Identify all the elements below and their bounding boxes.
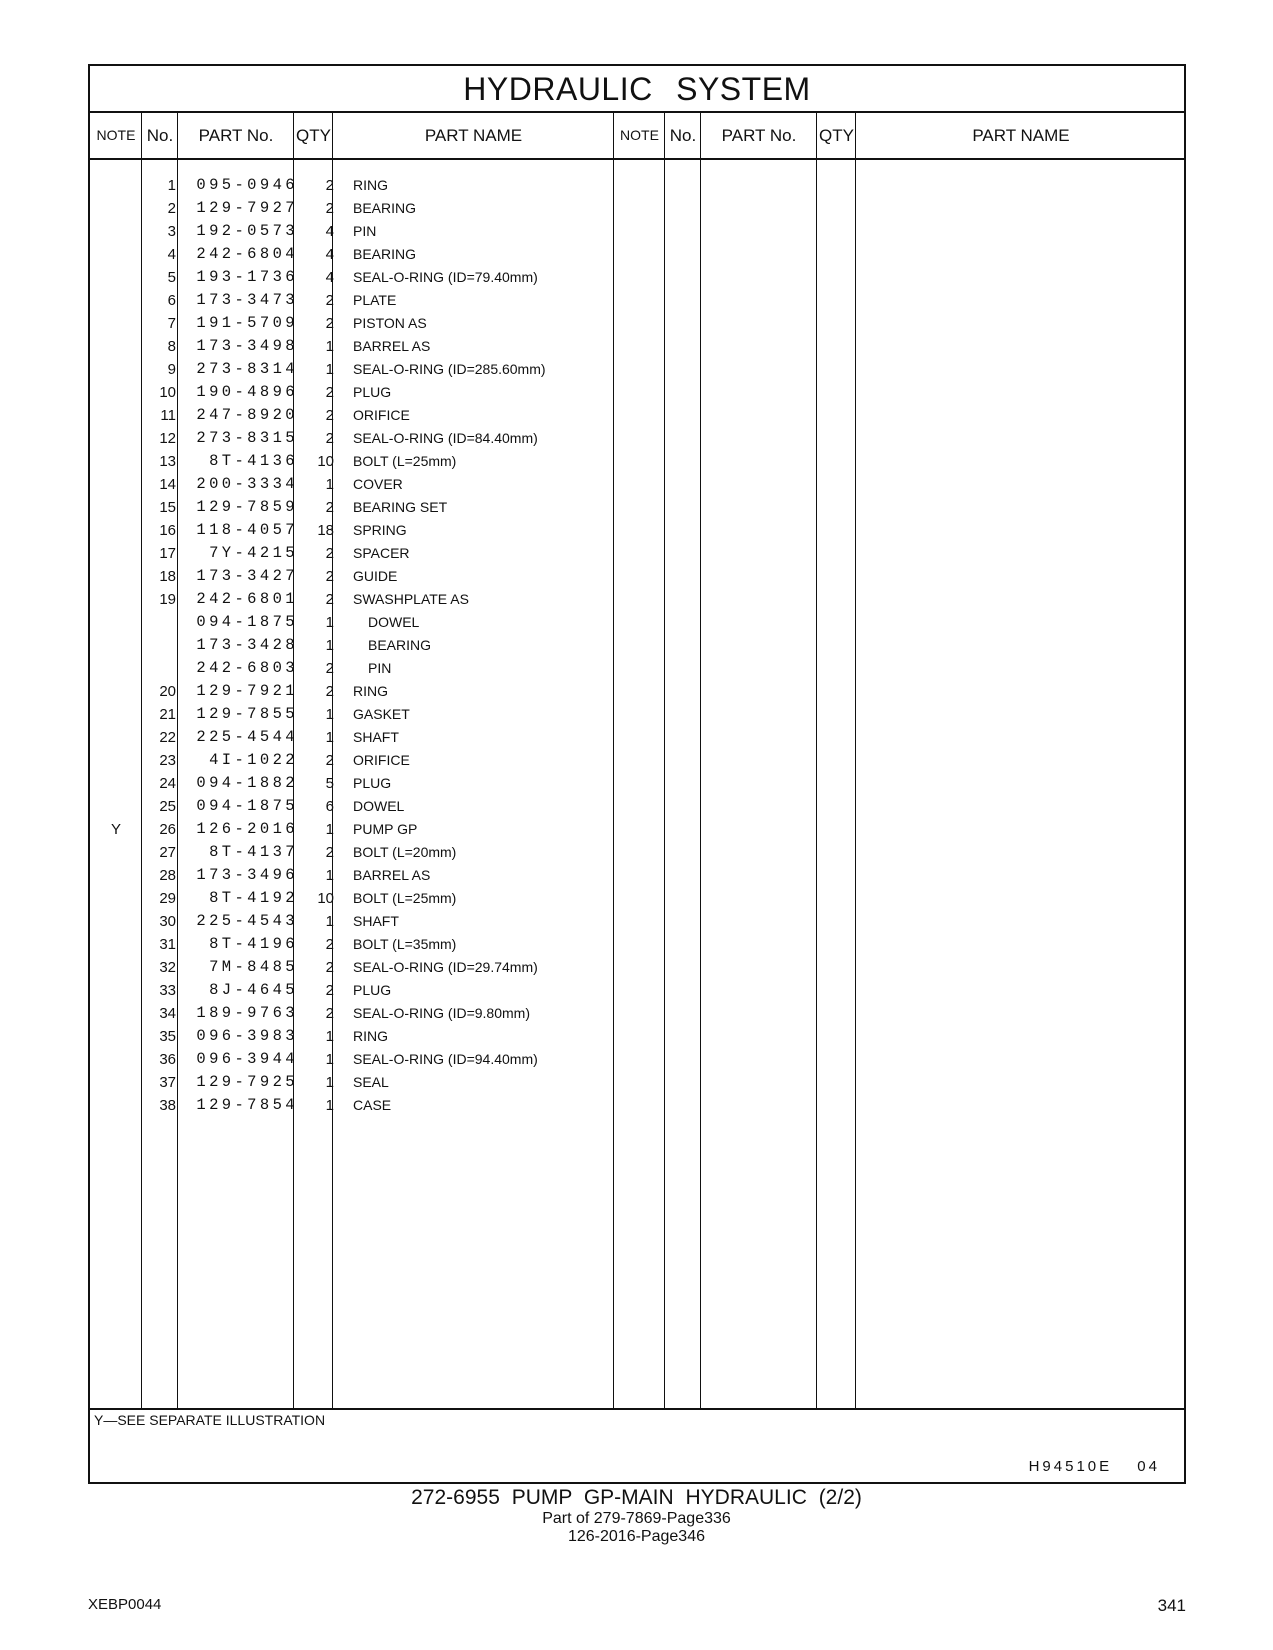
item-number-cell: 30 bbox=[159, 913, 176, 930]
part-number-cell: 242-6801 bbox=[196, 590, 298, 608]
quantity-cell: 2 bbox=[325, 430, 334, 447]
quantity-cell: 10 bbox=[317, 453, 334, 470]
header-part-no-2: PART No. bbox=[721, 126, 797, 145]
quantity-cell: 1 bbox=[325, 913, 334, 930]
item-number-cell: 17 bbox=[159, 545, 176, 562]
item-number-cell: 20 bbox=[159, 683, 176, 700]
item-number-cell: 2 bbox=[167, 200, 176, 217]
note-cell: Y bbox=[110, 821, 121, 838]
part-name-cell: COVER bbox=[353, 476, 403, 492]
quantity-cell: 2 bbox=[325, 844, 334, 861]
part-number-cell: 8J-4645 bbox=[209, 981, 298, 999]
item-number-cell: 36 bbox=[159, 1051, 176, 1068]
quantity-cell: 1 bbox=[325, 614, 334, 631]
table-row bbox=[90, 979, 1184, 1002]
part-number-cell: 173-3496 bbox=[196, 866, 298, 884]
quantity-cell: 5 bbox=[325, 775, 334, 792]
part-number-cell: 7M-8485 bbox=[209, 958, 298, 976]
quantity-cell: 1 bbox=[325, 361, 334, 378]
part-number-cell: 242-6803 bbox=[196, 659, 298, 677]
header-part-name: PART NAME bbox=[424, 126, 523, 145]
table-row bbox=[90, 726, 1184, 749]
table-row bbox=[90, 358, 1184, 381]
part-name-cell: ORIFICE bbox=[353, 407, 410, 423]
part-number-cell: 095-0946 bbox=[196, 176, 298, 194]
table-row bbox=[90, 818, 1184, 841]
part-name-cell: RING bbox=[353, 177, 388, 193]
quantity-cell: 2 bbox=[325, 1005, 334, 1022]
quantity-cell: 2 bbox=[325, 315, 334, 332]
table-row bbox=[90, 565, 1184, 588]
table-row bbox=[90, 1048, 1184, 1071]
quantity-cell: 2 bbox=[325, 660, 334, 677]
table-bottom-rule bbox=[90, 1408, 1184, 1410]
table-row bbox=[90, 772, 1184, 795]
item-number-cell: 9 bbox=[167, 361, 176, 378]
part-name-cell: BOLT (L=20mm) bbox=[353, 844, 457, 860]
item-number-cell: 23 bbox=[159, 752, 176, 769]
page-caption bbox=[0, 1486, 1273, 1546]
table-row bbox=[90, 220, 1184, 243]
table-row bbox=[90, 542, 1184, 565]
parts-list bbox=[90, 174, 1184, 1117]
part-name-cell: SEAL-O-RING (ID=285.60mm) bbox=[353, 361, 546, 377]
part-number-cell: 8T-4192 bbox=[209, 889, 298, 907]
quantity-cell: 2 bbox=[325, 177, 334, 194]
quantity-cell: 2 bbox=[325, 545, 334, 562]
table-row bbox=[90, 1071, 1184, 1094]
item-number-cell: 11 bbox=[160, 407, 176, 424]
part-number-cell: 173-3473 bbox=[196, 291, 298, 309]
item-number-cell: 32 bbox=[159, 959, 176, 976]
part-number-cell: 225-4543 bbox=[196, 912, 298, 930]
item-number-cell: 4 bbox=[167, 246, 176, 263]
part-name-cell: BARREL AS bbox=[353, 867, 431, 883]
part-number-cell: 189-9763 bbox=[196, 1004, 298, 1022]
header-part-name-2: PART NAME bbox=[972, 126, 1070, 145]
part-name-cell: SPRING bbox=[353, 522, 407, 538]
quantity-cell: 1 bbox=[325, 1028, 334, 1045]
part-name-cell: CASE bbox=[353, 1097, 392, 1113]
part-name-cell: SEAL-O-RING (ID=9.80mm) bbox=[353, 1005, 530, 1021]
item-number-cell: 28 bbox=[159, 867, 176, 884]
part-number-cell: 200-3334 bbox=[196, 475, 298, 493]
part-name-cell: BEARING SET bbox=[353, 499, 448, 515]
table-row bbox=[90, 703, 1184, 726]
caption-title: 272-6955 PUMP GP-MAIN HYDRAULIC (2/2) bbox=[411, 1486, 862, 1509]
item-number-cell: 35 bbox=[159, 1028, 176, 1045]
quantity-cell: 2 bbox=[325, 591, 334, 608]
part-number-cell: 247-8920 bbox=[196, 406, 298, 424]
header-part-no: PART No. bbox=[198, 126, 274, 145]
quantity-cell: 1 bbox=[325, 637, 334, 654]
part-name-cell: PLUG bbox=[353, 775, 392, 791]
part-name-cell: PISTON AS bbox=[353, 315, 427, 331]
item-number-cell: 29 bbox=[159, 890, 176, 907]
table-row bbox=[90, 174, 1184, 197]
table-row bbox=[90, 335, 1184, 358]
document-id: XEBP0044 bbox=[88, 1596, 162, 1613]
part-name-cell: SEAL-O-RING (ID=84.40mm) bbox=[353, 430, 538, 446]
part-name-cell: BOLT (L=25mm) bbox=[353, 890, 457, 906]
part-name-cell: SEAL bbox=[353, 1074, 389, 1090]
item-number-cell: 12 bbox=[159, 430, 176, 447]
table-row bbox=[90, 657, 1184, 680]
table-row bbox=[90, 473, 1184, 496]
quantity-cell: 1 bbox=[325, 867, 334, 884]
table-row bbox=[90, 1002, 1184, 1025]
table-row bbox=[90, 519, 1184, 542]
part-name-cell: BEARING bbox=[353, 200, 417, 216]
table-row bbox=[90, 427, 1184, 450]
part-name-cell: SPACER bbox=[353, 545, 410, 561]
part-number-cell: 096-3983 bbox=[196, 1027, 298, 1045]
item-number-cell: 24 bbox=[159, 775, 176, 792]
part-name-cell: RING bbox=[353, 1028, 388, 1044]
part-name-cell: PIN bbox=[353, 223, 377, 239]
table-row bbox=[90, 956, 1184, 979]
item-number-cell: 15 bbox=[159, 499, 176, 516]
section-title: HYDRAULIC SYSTEM bbox=[90, 66, 1184, 113]
quantity-cell: 2 bbox=[325, 959, 334, 976]
part-name-cell: BEARING bbox=[353, 246, 417, 262]
part-name-cell: DOWEL bbox=[368, 614, 420, 630]
quantity-cell: 2 bbox=[325, 200, 334, 217]
table-row bbox=[90, 243, 1184, 266]
part-name-cell: BOLT (L=25mm) bbox=[353, 453, 457, 469]
table-row bbox=[90, 1094, 1184, 1117]
item-number-cell: 1 bbox=[167, 177, 176, 194]
item-number-cell: 3 bbox=[167, 223, 176, 240]
item-number-cell: 8 bbox=[167, 338, 176, 355]
quantity-cell: 2 bbox=[325, 407, 334, 424]
part-number-cell: 129-7921 bbox=[196, 682, 298, 700]
part-number-cell: 8T-4137 bbox=[209, 843, 298, 861]
table-row bbox=[90, 312, 1184, 335]
table-row bbox=[90, 450, 1184, 473]
part-name-cell: PLATE bbox=[353, 292, 397, 308]
quantity-cell: 1 bbox=[325, 729, 334, 746]
part-number-cell: 273-8314 bbox=[196, 360, 298, 378]
part-name-cell: GUIDE bbox=[353, 568, 398, 584]
table-row bbox=[90, 795, 1184, 818]
quantity-cell: 2 bbox=[325, 568, 334, 585]
item-number-cell: 19 bbox=[159, 591, 176, 608]
item-number-cell: 5 bbox=[167, 269, 176, 286]
item-number-cell: 22 bbox=[159, 729, 176, 746]
part-name-cell: BEARING bbox=[368, 637, 432, 653]
part-number-cell: 190-4896 bbox=[196, 383, 298, 401]
item-number-cell: 27 bbox=[159, 844, 176, 861]
part-name-cell: RING bbox=[353, 683, 388, 699]
quantity-cell: 10 bbox=[317, 890, 334, 907]
item-number-cell: 21 bbox=[159, 706, 176, 723]
header-note: NOTE bbox=[96, 127, 136, 143]
table-row bbox=[90, 749, 1184, 772]
quantity-cell: 2 bbox=[325, 384, 334, 401]
part-name-cell: SHAFT bbox=[353, 913, 399, 929]
item-number-cell: 10 bbox=[159, 384, 176, 401]
part-number-cell: 129-7855 bbox=[196, 705, 298, 723]
caption-reference-1: Part of 279-7869-Page336 bbox=[542, 1510, 731, 1527]
table-row bbox=[90, 933, 1184, 956]
quantity-cell: 4 bbox=[325, 223, 334, 240]
quantity-cell: 1 bbox=[325, 1074, 334, 1091]
header-no: No. bbox=[146, 126, 174, 145]
table-row bbox=[90, 1025, 1184, 1048]
table-row bbox=[90, 680, 1184, 703]
item-number-cell: 7 bbox=[167, 315, 176, 332]
item-number-cell: 31 bbox=[159, 936, 176, 953]
part-name-cell: SEAL-O-RING (ID=79.40mm) bbox=[353, 269, 538, 285]
part-number-cell: 225-4544 bbox=[196, 728, 298, 746]
part-name-cell: DOWEL bbox=[353, 798, 405, 814]
part-number-cell: 096-3944 bbox=[196, 1050, 298, 1068]
table-row bbox=[90, 887, 1184, 910]
table-row bbox=[90, 496, 1184, 519]
part-number-cell: 193-1736 bbox=[196, 268, 298, 286]
table-row bbox=[90, 611, 1184, 634]
part-number-cell: 129-7927 bbox=[196, 199, 298, 217]
part-name-cell: PLUG bbox=[353, 982, 392, 998]
table-row bbox=[90, 910, 1184, 933]
quantity-cell: 1 bbox=[325, 706, 334, 723]
item-number-cell: 13 bbox=[159, 453, 176, 470]
part-name-cell: BOLT (L=35mm) bbox=[353, 936, 457, 952]
part-number-cell: 129-7925 bbox=[196, 1073, 298, 1091]
part-number-cell: 273-8315 bbox=[196, 429, 298, 447]
part-number-cell: 118-4057 bbox=[196, 521, 298, 539]
quantity-cell: 18 bbox=[317, 522, 334, 539]
quantity-cell: 1 bbox=[325, 1051, 334, 1068]
part-number-cell: 173-3428 bbox=[196, 636, 298, 654]
part-number-cell: 126-2016 bbox=[196, 820, 298, 838]
item-number-cell: 26 bbox=[159, 821, 176, 838]
table-row bbox=[90, 841, 1184, 864]
quantity-cell: 2 bbox=[325, 499, 334, 516]
item-number-cell: 6 bbox=[167, 292, 176, 309]
part-name-cell: PUMP GP bbox=[353, 821, 418, 837]
part-number-cell: 094-1875 bbox=[196, 797, 298, 815]
quantity-cell: 1 bbox=[325, 821, 334, 838]
quantity-cell: 2 bbox=[325, 683, 334, 700]
quantity-cell: 2 bbox=[325, 982, 334, 999]
quantity-cell: 2 bbox=[325, 936, 334, 953]
table-row bbox=[90, 634, 1184, 657]
parts-table-frame bbox=[88, 64, 1186, 1484]
header-qty: QTY bbox=[296, 126, 331, 145]
quantity-cell: 4 bbox=[325, 269, 334, 286]
quantity-cell: 4 bbox=[325, 246, 334, 263]
item-number-cell: 14 bbox=[159, 476, 176, 493]
part-number-cell: 173-3498 bbox=[196, 337, 298, 355]
quantity-cell: 1 bbox=[325, 476, 334, 493]
table-row bbox=[90, 197, 1184, 220]
part-name-cell: BARREL AS bbox=[353, 338, 431, 354]
part-number-cell: 129-7859 bbox=[196, 498, 298, 516]
item-number-cell: 16 bbox=[159, 522, 176, 539]
part-name-cell: SHAFT bbox=[353, 729, 399, 745]
page-number: 341 bbox=[1157, 1596, 1186, 1615]
header-no-2: No. bbox=[669, 126, 697, 145]
part-number-cell: 191-5709 bbox=[196, 314, 298, 332]
part-number-cell: 173-3427 bbox=[196, 567, 298, 585]
table-header-row bbox=[90, 113, 1184, 160]
table-row bbox=[90, 864, 1184, 887]
part-number-cell: 094-1875 bbox=[196, 613, 298, 631]
item-number-cell: 38 bbox=[159, 1097, 176, 1114]
part-name-cell: ORIFICE bbox=[353, 752, 410, 768]
header-note-2: NOTE bbox=[620, 127, 659, 143]
quantity-cell: 2 bbox=[325, 752, 334, 769]
part-name-cell: GASKET bbox=[353, 706, 410, 722]
item-number-cell: 18 bbox=[159, 568, 176, 585]
item-number-cell: 33 bbox=[159, 982, 176, 999]
part-name-cell: SEAL-O-RING (ID=94.40mm) bbox=[353, 1051, 538, 1067]
part-number-cell: 4I-1022 bbox=[209, 751, 298, 769]
footnote: Y—SEE SEPARATE ILLUSTRATION bbox=[94, 1412, 326, 1428]
part-name-cell: PIN bbox=[368, 660, 392, 676]
part-number-cell: 7Y-4215 bbox=[209, 544, 298, 562]
part-number-cell: 129-7854 bbox=[196, 1096, 298, 1114]
drawing-code: H94510E 04 bbox=[1028, 1458, 1160, 1475]
item-number-cell: 25 bbox=[159, 798, 176, 815]
part-number-cell: 192-0573 bbox=[196, 222, 298, 240]
caption-reference-2: 126-2016-Page346 bbox=[567, 1528, 705, 1545]
part-number-cell: 8T-4196 bbox=[209, 935, 298, 953]
table-row bbox=[90, 289, 1184, 312]
part-name-cell: PLUG bbox=[353, 384, 392, 400]
quantity-cell: 2 bbox=[325, 292, 334, 309]
part-number-cell: 242-6804 bbox=[196, 245, 298, 263]
table-row bbox=[90, 588, 1184, 611]
table-row bbox=[90, 266, 1184, 289]
table-row bbox=[90, 404, 1184, 427]
quantity-cell: 6 bbox=[325, 798, 334, 815]
quantity-cell: 1 bbox=[325, 338, 334, 355]
part-number-cell: 8T-4136 bbox=[209, 452, 298, 470]
part-name-cell: SEAL-O-RING (ID=29.74mm) bbox=[353, 959, 538, 975]
item-number-cell: 34 bbox=[159, 1005, 176, 1022]
table-row bbox=[90, 381, 1184, 404]
quantity-cell: 1 bbox=[325, 1097, 334, 1114]
header-qty-2: QTY bbox=[819, 126, 854, 145]
part-number-cell: 094-1882 bbox=[196, 774, 298, 792]
item-number-cell: 37 bbox=[159, 1074, 176, 1091]
part-name-cell: SWASHPLATE AS bbox=[353, 591, 469, 607]
